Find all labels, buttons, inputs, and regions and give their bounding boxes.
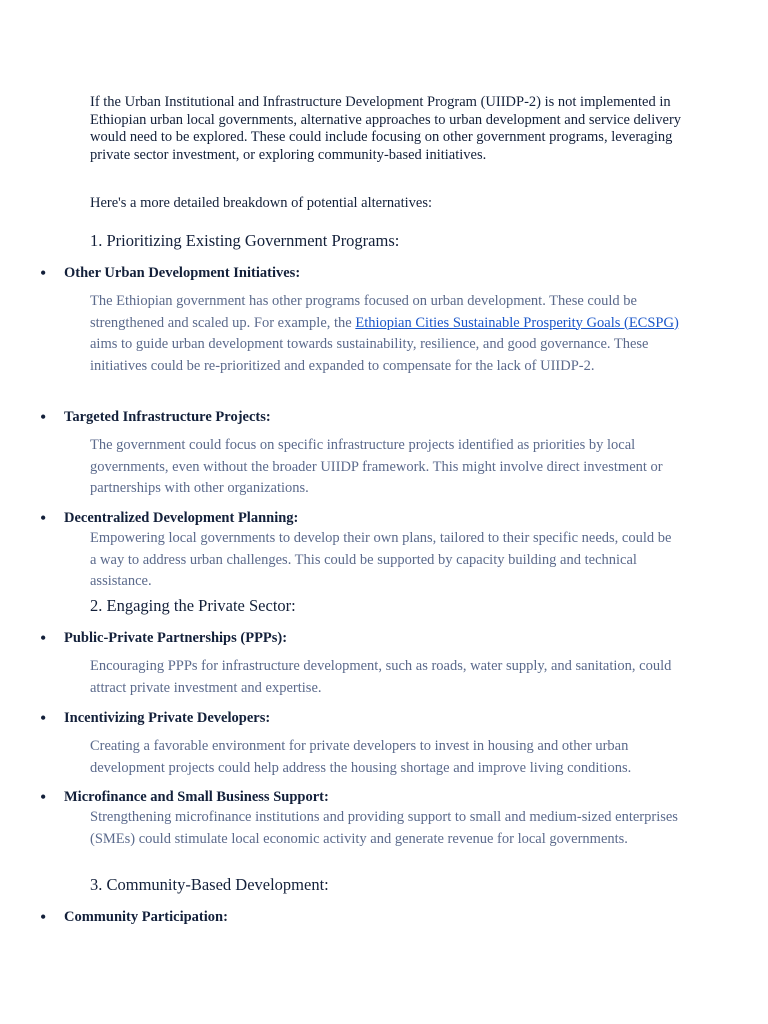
bullet-icon: • [40,263,47,283]
desc-text-after-link: aims to guide urban development towards sustainability, resilience, and good governance. These initiatives could be re-prioritized and expanded to compensate for the lack of UIIDP-2. [90,336,649,374]
item-title-decentralized-planning: Decentralized Development Planning: [64,510,299,526]
item-desc-targeted-infrastructure: The government could focus on specific infrastructure projects identified as priorities by local governments, even without the broader UIIDP framework. This might involve direct investment or partnerships with other organizations. [90,437,663,496]
item-desc-ppps: Encouraging PPPs for infrastructure development, such as roads, water supply, and sanitation, could attract private investment and expertise. [90,658,672,696]
section-heading-1: 1. Prioritizing Existing Government Programs: [90,231,400,250]
bullet-icon: • [40,508,47,528]
section-heading-3: 3. Community-Based Development: [90,875,329,894]
bullet-icon: • [40,787,47,807]
item-title-incentivizing-developers: Incentivizing Private Developers: [64,710,271,726]
item-desc-incentivizing-developers: Creating a favorable environment for private developers to invest in housing and other urban development projects could help address the housing shortage and improve living conditions. [90,738,632,776]
desc-text-before-link: The Ethiopian government has other programs focused on urban development. These could be strengthened and scaled up. For example, the [90,293,637,331]
bullet-icon: • [40,407,47,427]
intro-breakdown-paragraph: Here's a more detailed breakdown of potential alternatives: [90,195,433,211]
item-title-other-urban-development: Other Urban Development Initiatives: [64,265,301,281]
item-title-community-participation: Community Participation: [64,909,228,925]
section-heading-2: 2. Engaging the Private Sector: [90,596,296,615]
item-desc-microfinance: Strengthening microfinance institutions and providing support to small and medium-sized enterprises (SMEs) could stimulate local economic activity and generate revenue for local governments. [90,809,678,847]
item-title-microfinance: Microfinance and Small Business Support: [64,789,329,805]
intro-paragraph: If the Urban Institutional and Infrastructure Development Program (UIIDP-2) is not implemented in Ethiopian urban local governments, alternative approaches to urban development and service delivery would need to be explored. These could include focusing on other government programs, leveraging private sector investment, or exploring community-based initiatives. [90,94,682,163]
item-desc-decentralized-planning: Empowering local governments to develop their own plans, tailored to their specific needs, could be a way to address urban challenges. This could be supported by capacity building and technical assistance. [90,530,672,589]
ecspg-link[interactable]: Ethiopian Cities Sustainable Prosperity Goals (ECSPG) [355,314,679,331]
item-title-ppps: Public-Private Partnerships (PPPs): [64,630,288,646]
item-title-targeted-infrastructure: Targeted Infrastructure Projects: [64,409,271,425]
bullet-icon: • [40,907,47,927]
bullet-icon: • [40,708,47,728]
bullet-icon: • [40,628,47,648]
item-desc-other-urban-development [90,291,680,377]
